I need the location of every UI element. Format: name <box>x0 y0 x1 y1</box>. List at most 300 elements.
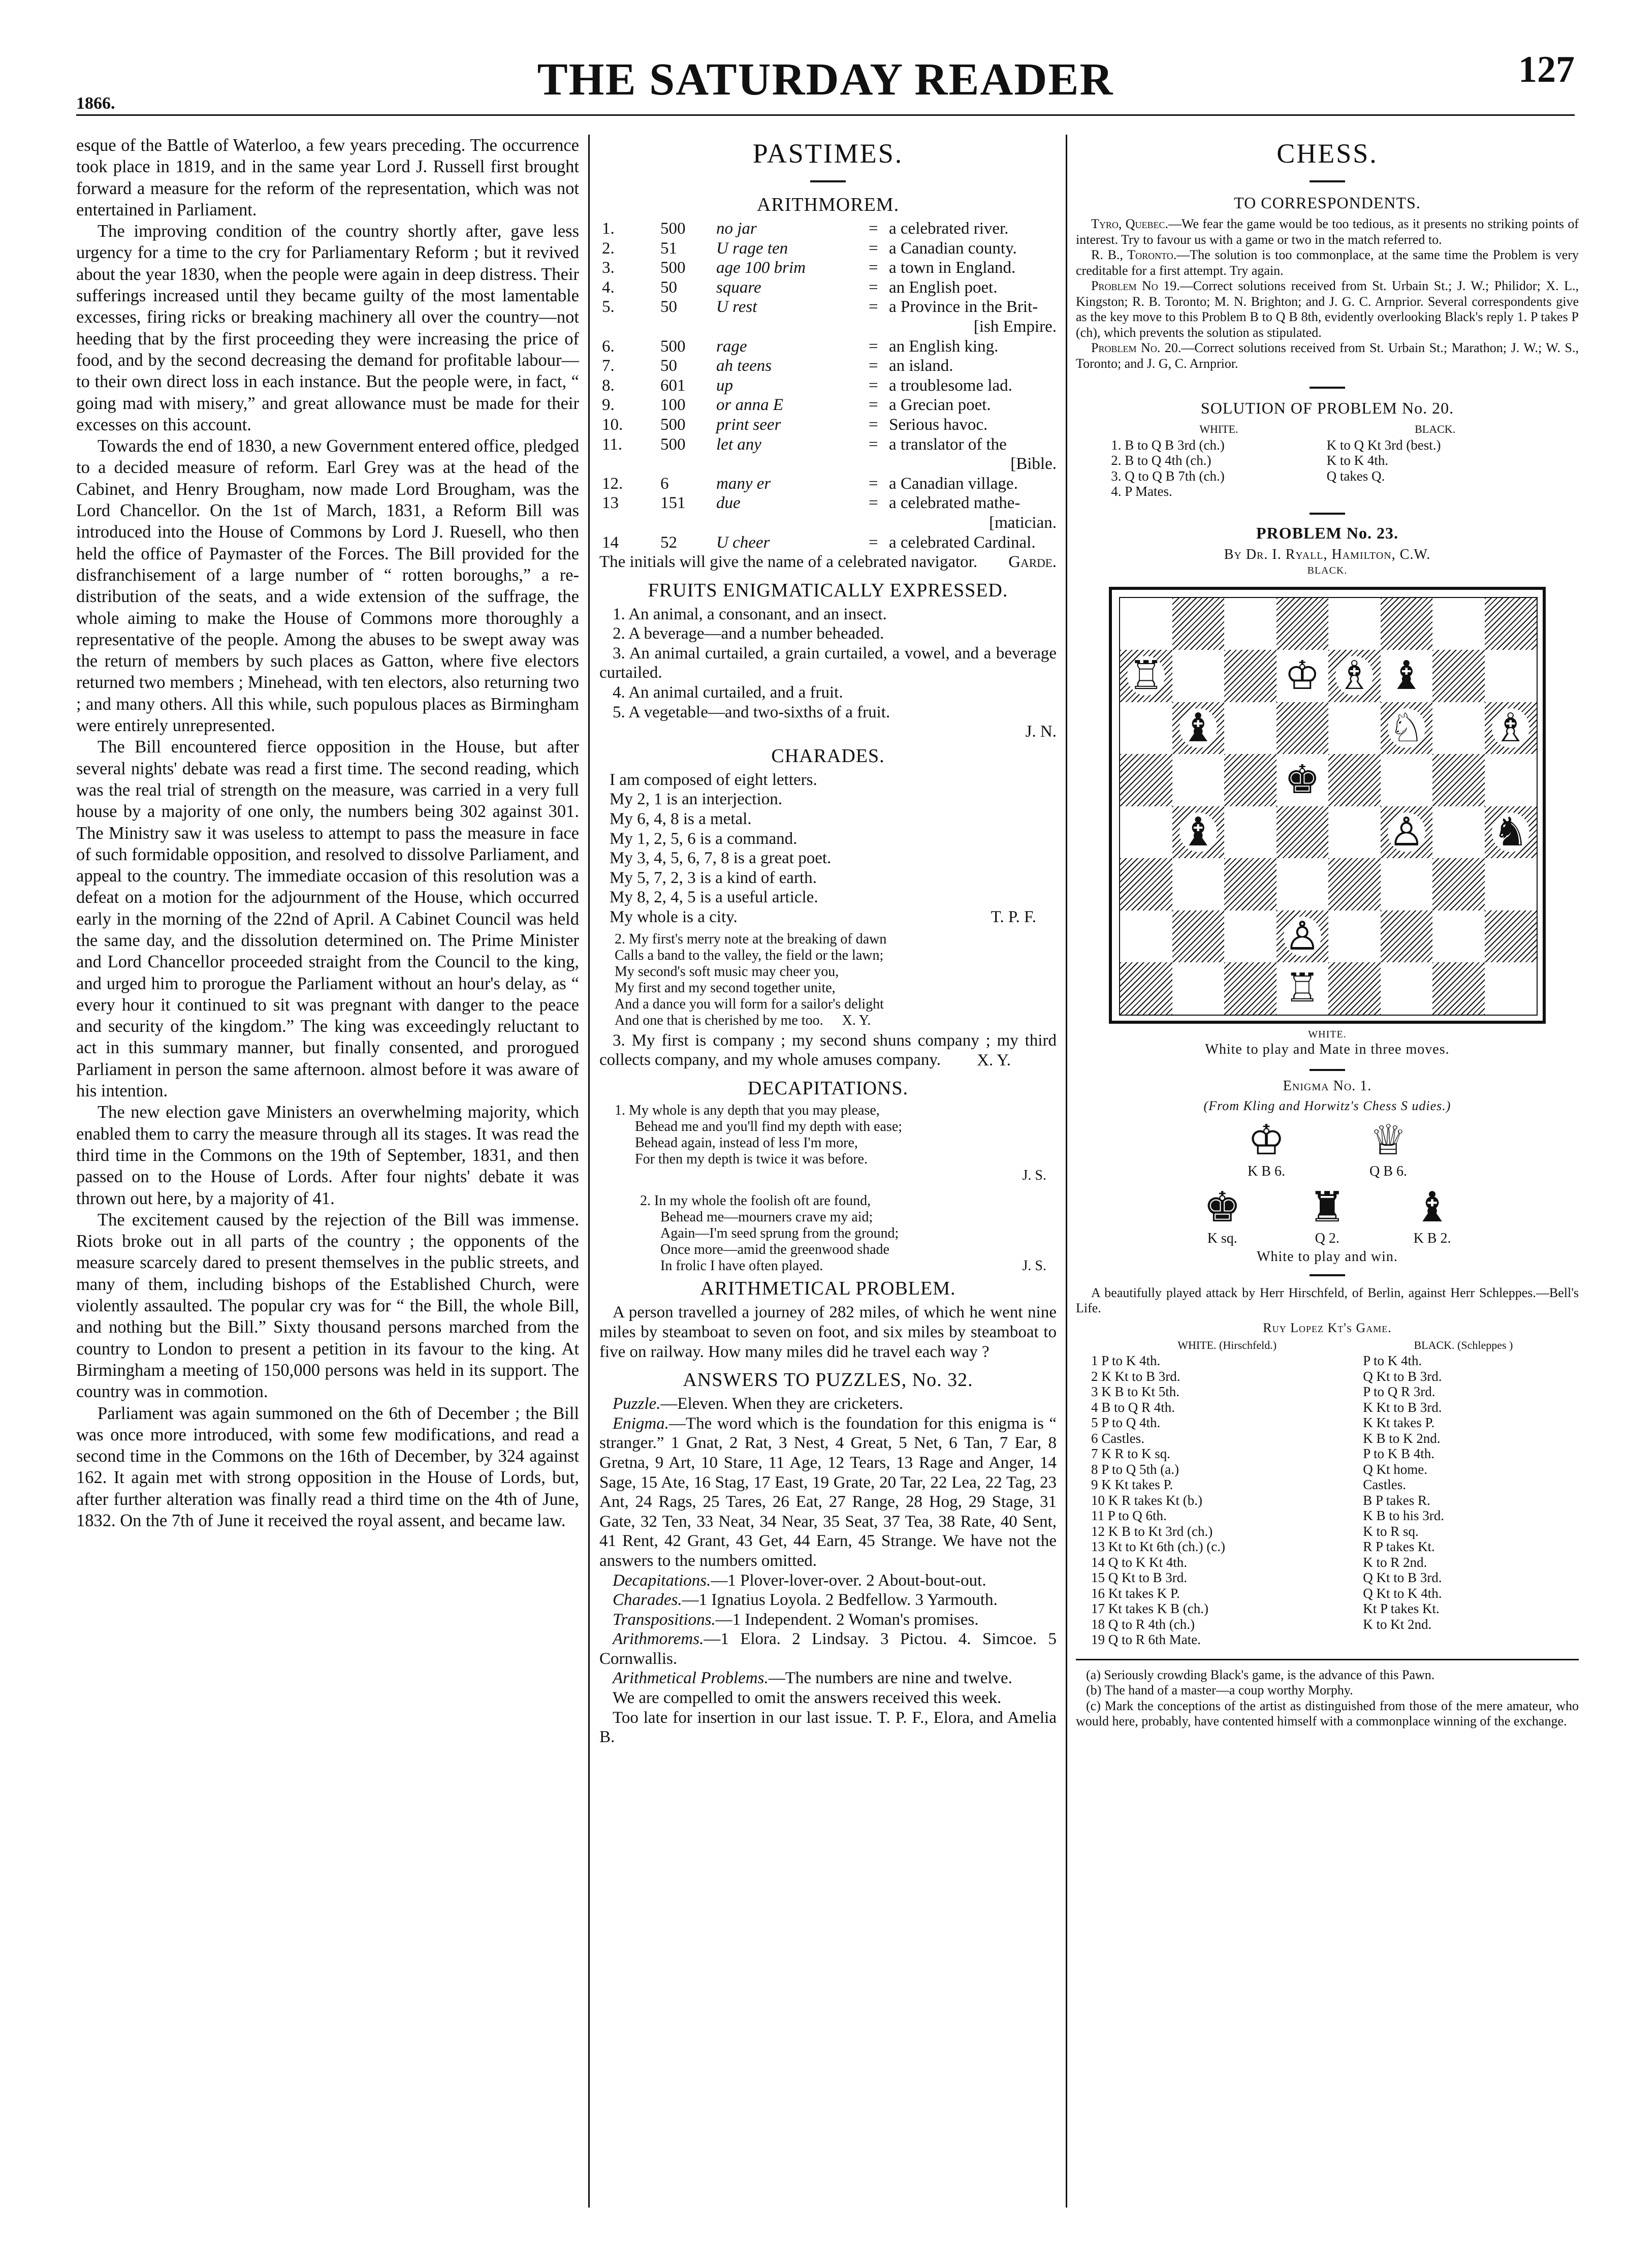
arithmorem-row <box>599 474 1057 494</box>
black-move: K to K 4th. <box>1326 453 1389 468</box>
charades-body <box>599 770 1057 927</box>
charade-line: My 3, 4, 5, 6, 7, 8 is a great poet. <box>610 849 832 868</box>
masthead <box>76 46 1575 122</box>
white-move: 10 K R takes Kt (b.) <box>1091 1492 1202 1508</box>
board-square <box>1120 962 1172 1015</box>
arithmorem-number: 100 <box>660 396 686 415</box>
black-move: Q takes Q. <box>1326 468 1385 484</box>
poem-line: My second's soft music may cheer you, <box>615 963 839 980</box>
arithmorem-note <box>599 552 1057 572</box>
correspondent-note <box>1076 247 1579 278</box>
white-move: 17 Kt takes K B (ch.) <box>1091 1601 1208 1616</box>
equals-sign: = <box>869 239 878 258</box>
board-square <box>1120 858 1172 910</box>
board-square <box>1224 858 1277 910</box>
arithmorem-clue: a Grecian poet. <box>889 396 991 415</box>
equals-sign: = <box>869 533 878 552</box>
move-row <box>1091 1431 1564 1446</box>
board-square <box>1381 858 1433 910</box>
arithmorem-heading: ARITHMOREM. <box>756 194 900 215</box>
arithmorem-clue: a town in England. <box>889 259 1016 277</box>
board-square <box>1485 962 1537 1015</box>
white-move: 18 Q to R 4th (ch.) <box>1091 1616 1195 1632</box>
arithmorem-clue: a celebrated mathe- <box>889 494 1020 513</box>
arithmorem-letters: print seer <box>716 415 781 434</box>
arithmorem-row <box>599 395 1057 415</box>
board-square <box>1120 910 1172 963</box>
arithmorem-clue: a Canadian county. <box>889 239 1017 258</box>
answer-text: —The word which is the foundation for this enigma is “ stranger.” 1 Gnat, 2 Rat, 3 Nest, 4 Great, 5 Net, 6 Tan, 7 Ear, 8 Gretna, 9 Art, 10 Stare, 11 Age, 12 Tears, 13 Rage and Anger, 14 Sage, 15 Ate, 16 Stag, 17 East, 19 Grate, 20 Tar, 22 Lea, 22 Tag, 23 Ant, 24 Rags, 25 Tares, 26 Eat, 27 Range, 28 Hog, 29 Stage, 31 Gate, 32 Ten, 33 Neat, 34 Near, 35 Seat, 37 Tea, 38 Rate, 40 Sent, 41 Rent, 42 Grant, 43 Get, 44 Earn, 45 Strange. We have not the answers to the numbers omitted. <box>599 1414 1057 1570</box>
problem-text: A person travelled a journey of 282 miles, of which he went nine miles by steamboat to seven on foot, and six miles by steamboat to five on railway. How many miles did he travel each way ? <box>599 1303 1057 1361</box>
enigma-piece <box>1248 1118 1285 1180</box>
list-item: 2. A beverage—and a number beheaded. <box>613 624 884 643</box>
correspondents-heading: TO CORRESPONDENTS. <box>1234 194 1421 212</box>
correspondent-name: R. B., Toronto. <box>1091 247 1177 262</box>
move-row <box>1091 1353 1564 1369</box>
arithmorem-number: 500 <box>660 435 686 454</box>
answer-text: —1 Ignatius Loyola. 2 Bedfellow. 3 Yarmouth. <box>682 1591 998 1610</box>
charade-poem <box>599 931 1057 1029</box>
answer-label: Charades. <box>613 1591 682 1610</box>
publication-title: THE SATURDAY READER <box>537 54 1114 105</box>
black-bishop-icon: ♝ <box>1388 653 1424 698</box>
row-number: 11. <box>602 435 623 454</box>
arithmorem-clue: a Canadian village. <box>889 474 1018 493</box>
arithmorem-row <box>599 317 1057 337</box>
move-row <box>1091 1446 1564 1462</box>
arithmorem-letters: rage <box>716 337 747 356</box>
black-move: K B to his 3rd. <box>1363 1508 1445 1523</box>
white-move: 15 Q Kt to B 3rd. <box>1091 1570 1187 1585</box>
white-player-label: WHITE. (Hirschfeld.) <box>1177 1338 1277 1351</box>
board-square <box>1432 754 1485 806</box>
answer-label: Enigma. <box>613 1414 669 1433</box>
board-square <box>1120 754 1172 806</box>
answer-label: Arithmorems. <box>613 1630 704 1649</box>
equals-sign: = <box>869 278 878 297</box>
poem-line: 2. My first's merry note at the breaking of dawn <box>615 931 887 947</box>
arithmorem-clue: [ish Empire. <box>973 317 1057 336</box>
poem-line: For then my depth is twice it was before. <box>635 1151 868 1168</box>
white-rook-icon: ♖ <box>1128 653 1164 698</box>
board-square <box>1120 702 1172 754</box>
move-row <box>1091 1632 1564 1648</box>
chess-heading: CHESS. <box>1277 138 1378 169</box>
board-square <box>1277 962 1329 1015</box>
arithmorem-row <box>599 258 1057 278</box>
arithmorem-letters: U cheer <box>716 533 770 552</box>
section-rule <box>1310 1069 1345 1071</box>
charade-line: My 1, 2, 5, 6 is a command. <box>610 829 797 848</box>
answer <box>599 1571 1057 1591</box>
equals-sign: = <box>869 376 878 395</box>
answer-text: —The numbers are nine and twelve. <box>768 1669 1012 1688</box>
white-move: 4 B to Q R 4th. <box>1091 1399 1175 1415</box>
arithmorem-number <box>658 454 716 474</box>
arithmorem-row <box>599 493 1057 513</box>
arithmorem-number: 500 <box>660 415 686 434</box>
chess-diagram <box>1109 587 1546 1024</box>
arithmorem-letters: U rage ten <box>716 239 788 258</box>
piece-square: Q 2. <box>1315 1230 1339 1246</box>
equals-sign <box>869 454 889 474</box>
correspondents-list <box>1076 216 1579 371</box>
board-square <box>1381 910 1433 963</box>
board-square <box>1328 910 1381 963</box>
list-item: 3. An animal curtailed, a grain curtailed, a vowel, and a beverage curtailed. <box>599 644 1057 682</box>
arithmorem-clue: a troublesome lad. <box>889 376 1012 395</box>
board-square <box>1381 754 1433 806</box>
equals-sign: = <box>869 396 878 415</box>
game-title: Ruy Lopez Kt's Game. <box>1263 1320 1392 1335</box>
move-row <box>1091 1555 1564 1570</box>
arithmorem-letters <box>716 513 869 533</box>
white-pawn-icon: ♙ <box>1388 809 1424 854</box>
equals-sign: = <box>869 474 878 493</box>
answer <box>599 1590 1057 1610</box>
article-column <box>76 135 579 1531</box>
arithmorem-letters: up <box>716 376 733 395</box>
board-square <box>1328 702 1381 754</box>
charade-whole: My whole is a city. <box>610 908 738 926</box>
arithmorem-clue: an island. <box>889 357 953 375</box>
white-move: 7 K R to K sq. <box>1091 1446 1171 1461</box>
black-king-icon: ♚ <box>1203 1184 1241 1231</box>
white-side-label: WHITE. <box>1308 1028 1347 1040</box>
game-intro-text: A beautifully played attack by Herr Hirschfeld, of Berlin, against Herr Schleppes.—Bell's Life. <box>1076 1285 1579 1315</box>
charades-heading: CHARADES. <box>771 745 885 767</box>
board-square <box>1328 962 1381 1015</box>
black-move: K to R sq. <box>1363 1523 1419 1539</box>
board-square <box>1432 702 1485 754</box>
arithmorem-letters <box>716 317 869 337</box>
poem-line: My first and my second together unite, <box>615 980 836 996</box>
black-label: BLACK. <box>1415 423 1456 435</box>
poem-line: Calls a band to the valley, the field or the lawn; <box>615 947 884 963</box>
arithmorem-letters: ah teens <box>716 357 772 375</box>
white-move: 19 Q to R 6th Mate. <box>1091 1632 1201 1647</box>
row-number: 5. <box>602 298 615 317</box>
arithmorem-number: 500 <box>660 259 686 277</box>
correspondent-text: —The solution is too commonplace, at the same time the Problem is very creditable for a first attempt. Try again. <box>1076 247 1579 278</box>
enigma-piece <box>1369 1118 1407 1180</box>
equals-sign: = <box>869 415 878 434</box>
arithmorem-clue: [Bible. <box>1010 455 1057 474</box>
answers-heading: ANSWERS TO PUZZLES, No. 32. <box>683 1369 973 1391</box>
move-row <box>1091 1570 1564 1586</box>
correspondent-note <box>1076 216 1579 247</box>
board-square <box>1224 754 1277 806</box>
paragraph: The excitement caused by the rejection of the Bill was immense. Riots broke out in all parts of the country ; the opponents of the measure scarcely dared to present themselves in the public streets, and many of them, including bishops of the Established Church, were violently assaulted. The popular cry was for “ the Bill, the whole Bill, and nothing but the Bill.” Sixty thousand persons marched from the country to London to present a petition in its favour to the king. At Birmingham a meeting of 150,000 persons was held in its support. The country was in commotion. <box>76 1210 579 1402</box>
arithmorem-number: 50 <box>660 298 677 317</box>
answer <box>599 1610 1057 1630</box>
arithmorem-clue: an English poet. <box>889 278 998 297</box>
black-move: Q Kt to B 3rd. <box>1363 1368 1442 1384</box>
board-square <box>1381 650 1433 702</box>
black-move: K Kt to B 3rd. <box>1363 1399 1442 1415</box>
poem-line: Behead me—mourners crave my aid; <box>660 1209 873 1225</box>
piece-square: K B 6. <box>1248 1163 1285 1179</box>
game-note: (c) Mark the conceptions of the artist as distinguished from those of the mere amateur, who would here, probably, have contented himself with a commonplace winning of the exchange. <box>1076 1698 1579 1728</box>
board-square <box>1485 650 1537 702</box>
board-square <box>1224 650 1277 702</box>
black-move: K to R 2nd. <box>1363 1554 1427 1570</box>
board-square <box>1432 650 1485 702</box>
black-move: Q Kt home. <box>1363 1461 1427 1477</box>
arithmorem-table <box>599 219 1057 552</box>
game-note: (a) Seriously crowding Black's game, is the advance of this Pawn. <box>1086 1667 1435 1682</box>
pastimes-heading: PASTIMES. <box>752 138 904 169</box>
answer-text: —1 Plover-lover-over. 2 About-bout-out. <box>711 1571 986 1590</box>
row-number: 14 <box>602 533 619 552</box>
arithmetical-problem <box>599 1303 1057 1362</box>
heading-rule <box>810 180 846 182</box>
arithmorem-letters: or anna E <box>716 396 783 415</box>
move-row <box>1091 1477 1564 1493</box>
move-row <box>1091 1508 1564 1524</box>
arithmorem-row <box>599 376 1057 396</box>
answers-body <box>599 1394 1057 1747</box>
board-square <box>1172 754 1225 806</box>
equals-sign <box>869 513 889 533</box>
charade-line: My 8, 2, 4, 5 is a useful article. <box>610 888 818 907</box>
board-square <box>1120 598 1172 650</box>
board-square <box>1381 806 1433 859</box>
white-knight-icon: ♘ <box>1388 705 1424 750</box>
list-item: 1. An animal, a consonant, and an insect. <box>613 605 887 623</box>
equals-sign: = <box>869 298 878 317</box>
arithmorem-number: 50 <box>660 357 677 375</box>
problem-author: By Dr. I. Ryall, Hamilton, C.W. <box>1224 546 1431 562</box>
game-intro <box>1076 1285 1579 1316</box>
signature: J. N. <box>1025 722 1057 741</box>
arithmorem-row <box>599 415 1057 435</box>
board-square <box>1381 702 1433 754</box>
board-square <box>1328 858 1381 910</box>
arithmorem-letters: let any <box>716 435 761 454</box>
black-move: P to K 4th. <box>1363 1353 1422 1368</box>
correspondent-text: —We fear the game would be too tedious, as it presents no striking points of interest. Try to favour us with a game or two in the match referred to. <box>1076 216 1579 247</box>
charade-line <box>610 907 1057 927</box>
board-square <box>1224 702 1277 754</box>
board-square <box>1224 910 1277 963</box>
paragraph: esque of the Battle of Waterloo, a few years preceding. The occurrence took place in 1819, and in the same year Lord J. Russell first brought forward a measure for the reform of the representation, which was not entertained in Parliament. <box>76 136 579 219</box>
equals-sign: = <box>869 357 878 375</box>
black-move: B P takes R. <box>1363 1492 1430 1508</box>
initials-note: The initials will give the name of a celebrated navigator. <box>599 553 978 572</box>
row-number: 7. <box>602 357 615 375</box>
arithmorem-row <box>599 219 1057 239</box>
white-move: 2 K Kt to B 3rd. <box>1091 1368 1181 1384</box>
row-number <box>599 317 658 337</box>
arithmorem-row <box>599 356 1057 376</box>
black-side-label: BLACK. <box>1307 564 1348 576</box>
poem-line: 2. In my whole the foolish oft are found, <box>640 1193 871 1209</box>
arithmorem-number: 50 <box>660 278 677 297</box>
white-move: 2. B to Q 4th (ch.) <box>1111 453 1211 468</box>
black-move <box>1327 484 1544 499</box>
poem-line <box>615 1013 1057 1029</box>
equals-sign: = <box>869 435 878 454</box>
board-square <box>1172 598 1225 650</box>
arithmorem-number: 500 <box>660 219 686 238</box>
board-square <box>1432 962 1485 1015</box>
black-move: K Kt takes P. <box>1363 1415 1435 1430</box>
black-move: K to Kt 2nd. <box>1363 1616 1432 1632</box>
enigma-white-pieces <box>1205 1118 1449 1180</box>
game-notes <box>1076 1667 1579 1729</box>
game-note: (b) The hand of a master—a coup worthy Morphy. <box>1086 1683 1353 1697</box>
decapitation-poem-2 <box>599 1193 1057 1274</box>
row-number: 10. <box>602 415 623 434</box>
white-king-icon: ♔ <box>1248 1117 1285 1163</box>
arithmorem-clue: a translator of the <box>889 435 1007 454</box>
arithmorem-letters: due <box>716 494 741 513</box>
list-item: 5. A vegetable—and two-sixths of a fruit. <box>613 703 890 721</box>
poem-line: And a dance you will form for a sailor's delight <box>615 996 884 1012</box>
answer <box>599 1668 1057 1688</box>
header-rule <box>76 114 1575 116</box>
solution-heading: SOLUTION OF PROBLEM No. 20. <box>1200 399 1454 417</box>
decapitation-poem-1 <box>599 1102 1057 1184</box>
row-number: 8. <box>602 376 615 395</box>
arithmorem-row <box>599 533 1057 553</box>
equals-sign: = <box>869 219 878 238</box>
white-move: 11 P to Q 6th. <box>1091 1508 1167 1523</box>
board-square <box>1277 754 1329 806</box>
chessboard <box>1119 597 1538 1016</box>
white-move: 14 Q to K Kt 4th. <box>1091 1554 1187 1570</box>
section-rule <box>1310 1274 1345 1276</box>
charade-line: My 2, 1 is an interjection. <box>610 790 783 809</box>
poem-last-line: In frolic I have often played. <box>660 1258 823 1274</box>
paragraph: The new election gave Ministers an overwhelming majority, which enabled them to carry the measure through all its stages. It was read the third time in the Commons on the 19th of September, 1831, and then passed on to the House of Lords. After four nights' debate it was thrown out here, by a majority of 41. <box>76 1102 579 1208</box>
move-row <box>1091 1617 1564 1632</box>
fruits-heading: FRUITS ENIGMATICALLY EXPRESSED. <box>648 579 1008 601</box>
arithmorem-number: 601 <box>660 376 686 395</box>
board-square <box>1381 962 1433 1015</box>
arithmorem-row <box>599 435 1057 455</box>
board-square <box>1172 650 1225 702</box>
charade-line: I am composed of eight letters. <box>610 770 817 789</box>
arithmorem-letters: square <box>716 278 761 297</box>
poem-line: Once more—amid the greenwood shade <box>660 1242 889 1258</box>
charade-three <box>599 1031 1057 1070</box>
black-move: P to K B 4th. <box>1363 1446 1435 1461</box>
arithmorem-row <box>599 239 1057 259</box>
arithmorem-clue: a Province in the Brit- <box>889 298 1038 317</box>
move-row <box>1091 1369 1564 1384</box>
white-bishop-icon: ♗ <box>1336 653 1373 698</box>
arithmorem-number: 52 <box>660 533 677 552</box>
poem-line <box>640 1258 1057 1274</box>
answer-label: Puzzle. <box>613 1395 661 1413</box>
equals-sign <box>869 317 889 337</box>
charade-line: My 6, 4, 8 is a metal. <box>610 810 752 829</box>
move-row <box>1091 1493 1564 1508</box>
correspondent-name: Tyro, Quebec. <box>1091 216 1169 231</box>
page-number: 127 <box>1518 49 1575 90</box>
board-square <box>1432 806 1485 859</box>
answer-label: Transpositions. <box>613 1610 716 1629</box>
enigma-piece <box>1309 1185 1346 1247</box>
board-square <box>1485 858 1537 910</box>
black-move: Castles. <box>1363 1477 1407 1492</box>
row-number: 12. <box>602 474 623 493</box>
arithmorem-number: 151 <box>660 494 686 513</box>
column-divider-1 <box>588 135 590 2208</box>
correspondent-name: Problem No 19. <box>1091 278 1180 293</box>
arithmorem-number: 51 <box>660 239 677 258</box>
arithmorem-clue: a celebrated river. <box>889 219 1009 238</box>
board-square <box>1224 598 1277 650</box>
paragraph: The improving condition of the country shortly after, gave less urgency for a time to the cry for Parliamentary Reform ; but it revived about the year 1830, when the people were again in deep distress. Their sufferings increased until they became guilty of the most lamentable excesses, firing ricks or breaking machinery all over the country—not heeding that by the first proceeding they were increasing the price of food, and by the second decreasing the demand for profitable labour—to their own direct loss in each instance. But the people were, in fact, “ going mad with misery,” and great allowance must be made for their excesses on this account. <box>76 222 579 434</box>
signature: T. P. F. <box>991 908 1036 926</box>
board-square <box>1224 962 1277 1015</box>
answer <box>599 1629 1057 1668</box>
board-square <box>1172 858 1225 910</box>
editor-note: Too late for insertion in our last issue. T. P. F., Elora, and Amelia B. <box>599 1708 1057 1747</box>
section-rule <box>1310 387 1345 389</box>
equals-sign: = <box>869 494 878 513</box>
board-square <box>1328 598 1381 650</box>
poem-line: 1. My whole is any depth that you may please, <box>615 1102 880 1119</box>
arithmorem-number: 500 <box>660 337 686 356</box>
white-move: 1 P to K 4th. <box>1091 1353 1161 1368</box>
section-rule <box>1310 513 1345 515</box>
pastimes-column <box>599 135 1057 1747</box>
board-square <box>1172 910 1225 963</box>
problem-heading: PROBLEM No. 23. <box>1256 523 1398 542</box>
enigma-piece <box>1204 1185 1241 1247</box>
answer-text: —1 Elora. 2 Lindsay. 3 Pictou. 4. Simcoe. 5 Cornwallis. <box>599 1630 1057 1668</box>
white-move: 3. Q to Q B 7th (ch.) <box>1111 468 1225 484</box>
board-square <box>1432 598 1485 650</box>
correspondent-text: —Correct solutions received from St. Urbain St.; J. W.; Philidor; X. L., Kingston; R. B. Toronto; M. N. Brighton; and J. G. C. Arnprior. Several correspondents give as the key move to this Problem B to Q B 8th, evidently overlooking Black's reply 1. P takes P (ch), which prevents the solution as stipulated. <box>1076 278 1579 340</box>
arithmorem-row <box>599 297 1057 317</box>
white-move: 8 P to Q 5th (a.) <box>1091 1461 1179 1477</box>
problem-caption: White to play and Mate in three moves. <box>1205 1041 1450 1057</box>
piece-square: K B 2. <box>1413 1230 1451 1246</box>
white-king-icon: ♔ <box>1284 653 1320 698</box>
row-number: 6. <box>602 337 615 356</box>
signature: Garde. <box>1008 553 1057 572</box>
board-square <box>1485 598 1537 650</box>
white-pawn-icon: ♙ <box>1284 914 1320 958</box>
black-bishop-icon: ♝ <box>1413 1184 1451 1231</box>
enigma-black-pieces <box>1170 1185 1485 1247</box>
column-divider-2 <box>1066 135 1067 2208</box>
correspondent-name: Problem No. 20. <box>1091 340 1182 355</box>
editor-note: We are compelled to omit the answers received this week. <box>613 1689 1002 1708</box>
board-square <box>1120 650 1172 702</box>
enigma-caption: White to play and win. <box>1257 1248 1398 1265</box>
black-knight-icon: ♞ <box>1492 809 1528 854</box>
move-row <box>1091 1539 1564 1555</box>
move-row <box>1091 1415 1564 1431</box>
arithmorem-letters: no jar <box>716 219 757 238</box>
enigma-piece <box>1414 1185 1451 1247</box>
equals-sign: = <box>869 337 878 356</box>
answer-label: Decapitations. <box>613 1571 711 1590</box>
answer <box>599 1394 1057 1414</box>
black-move: K B to K 2nd. <box>1363 1430 1441 1446</box>
board-square <box>1485 806 1537 859</box>
arithmorem-clue: [matician. <box>989 513 1057 532</box>
board-square <box>1277 858 1329 910</box>
signature: X. Y. <box>842 1012 871 1028</box>
board-square <box>1432 858 1485 910</box>
